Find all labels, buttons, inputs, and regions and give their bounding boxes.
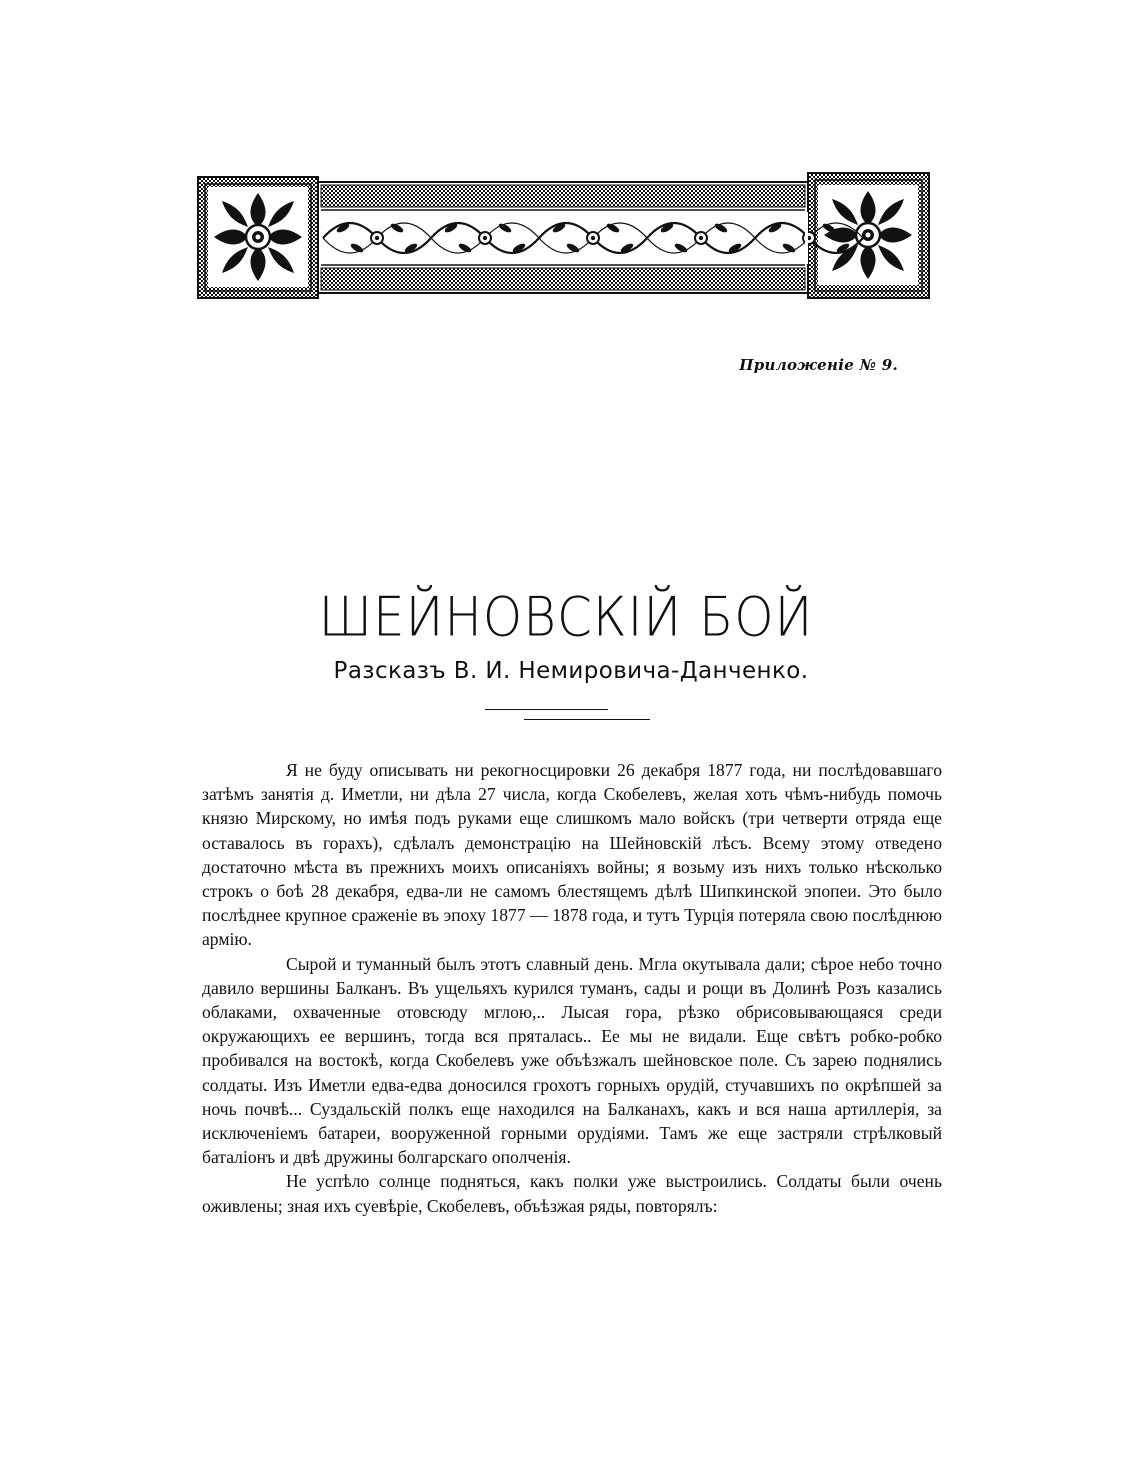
page-title: ШЕЙНОВСКІЙ БОЙ	[318, 586, 814, 649]
ornamental-header-band	[197, 172, 931, 300]
body-paragraph-2: Сырой и туманный былъ этотъ славный день. Мгла окутывала дали; сѣрое небо точно давило вершины Балканъ. Въ ущельяхъ курился туманъ, сады и рощи въ Долинѣ Розъ казались облаками, охваченные отовсюду мглою,.. Лысая гора, рѣзко обрисовывающаяся среди окружающихъ ее вершинъ, тогда вся пряталась.. Ее мы не видали. Еще свѣтъ робко-робко пробивался на востокѣ, когда Скобелевъ уже объѣзжалъ шейновское поле. Съ зарею поднялись солдаты. Изъ Иметли едва-едва доносился грохотъ горныхъ орудій, стучавшихъ по окрѣпшей за ночь почвѣ... Суздальскій полкъ еще находился на Балканахъ, какъ и вся наша артиллерія, за исключеніемъ батареи, вооруженной горными орудіями. Тамъ же еще застряли стрѣлковый баталіонъ и двѣ дружины болгарскаго ополченія.	[202, 953, 942, 1168]
appendix-label: Приложеніе № 9.	[739, 356, 898, 374]
title-divider-upper	[485, 709, 608, 710]
body-paragraph-3: Не успѣло солнце подняться, какъ полки уже выстроились. Солдаты были очень оживлены; зная ихъ суевѣріе, Скобелевъ, объѣзжая ряды, повторялъ:	[202, 1171, 942, 1216]
body-text	[202, 758, 942, 1218]
body-paragraph-1: Я не буду описывать ни рекогносцировки 26 декабря 1877 года, ни послѣдовавшаго затѣмъ занятія д. Иметли, ни дѣла 27 числа, когда Скобелевъ, желая хоть чѣмъ-нибудь помочь князю Мирскому, но имѣя подъ руками еще слишкомъ мало войскъ (три четверти отряда еще оставалось въ горахъ), сдѣлалъ демонстрацію на Шейновскій лѣсъ. Всему этому отведено достаточно мѣста въ прежнихъ моихъ описаніяхъ войны; я возьму изъ нихъ только нѣсколько строкъ о боѣ 28 декабря, едва-ли не самомъ блестящемъ дѣлѣ Шипкинской эпопеи. Это было послѣднее крупное сраженіе въ эпоху 1877 — 1878 года, и тутъ Турція потеряла свою послѣднюю армію.	[202, 760, 942, 950]
title-divider-lower	[524, 719, 650, 720]
page-subtitle: Разсказъ В. И. Немировича-Данченко.	[333, 658, 809, 684]
